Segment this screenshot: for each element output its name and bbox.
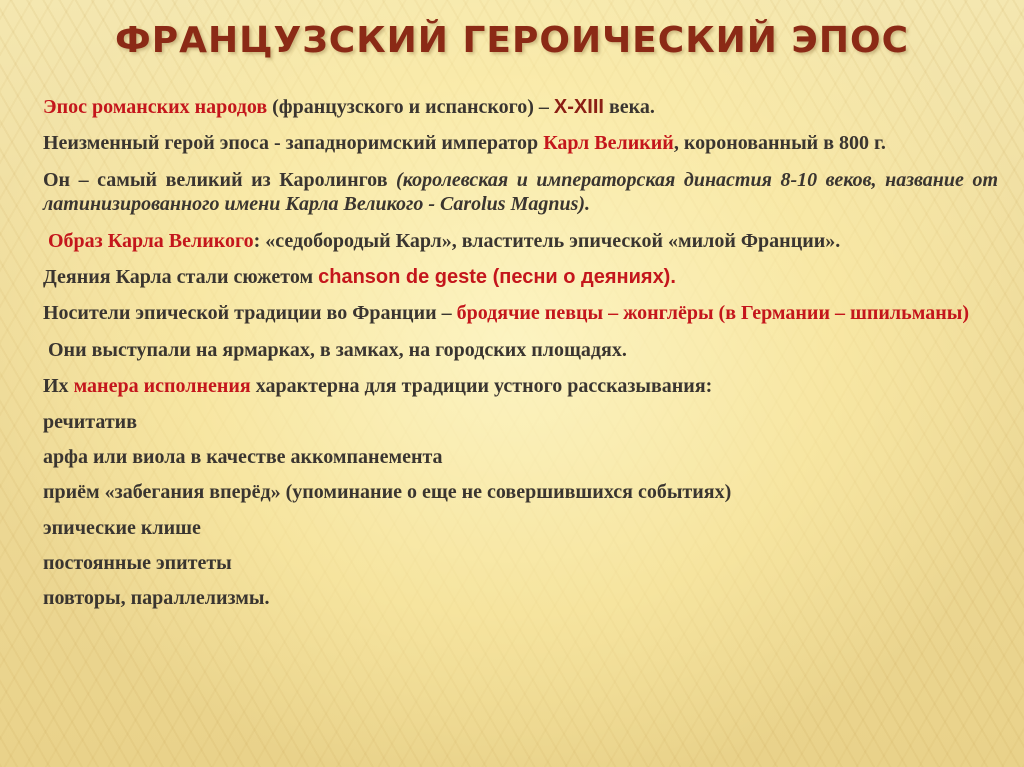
text: , коронованный в 800 г. [673,132,886,155]
paragraph-performances [43,338,998,362]
text: века. [603,96,655,118]
highlight-image-charles: Образ Карла Великого [48,229,254,252]
list-item: повторы, параллелизмы. [43,587,270,610]
highlight-centuries: X-XIII [553,96,604,118]
text: характерна для традиции устного рассказывания: [250,375,713,398]
text: Неизменный герой эпоса - западноримский император [43,132,544,155]
paragraph-hero [43,131,998,155]
paragraph-bearers [43,301,998,325]
paragraph-chanson-de-geste [43,265,998,289]
list-item: постоянные эпитеты [43,552,232,575]
text: Их [43,375,74,398]
italic-note-dynasty: (королевская и императорская династия 8-10 веков, название от латинизированного имени Карла Великого - Carolus Magnus). [43,168,998,216]
list-item: речитатив [43,410,138,433]
text: Деяния Карла стали сюжетом [43,265,319,288]
text: (французского и испанского) – [267,96,554,118]
text: Они выступали на ярмарках, в замках, на городских площадях. [48,338,627,361]
text: : «седобородый Карл», властитель эпической «милой Франции». [253,229,841,252]
text: Носители эпической традиции во Франции – [43,302,457,325]
paragraph-manner [43,374,998,398]
highlight-romance-peoples: Эпос романских народов [43,96,268,118]
slide-body [43,95,998,622]
highlight-charlemagne: Карл Великий [543,132,674,155]
highlight-chanson: chanson de geste (песни о деяниях). [318,265,676,288]
paragraph-carolingians [43,168,998,217]
highlight-jongleurs: бродячие певцы – жонглёры (в Германии – шпильманы) [456,302,969,325]
slide-title: ФРАНЦУЗСКИЙ ГЕРОИЧЕСКИЙ ЭПОС [115,20,909,61]
highlight-manner: манера исполнения [73,375,251,398]
text: Он – самый великий из Каролингов [43,168,397,191]
list-item: приём «забегания вперёд» (упоминание о еще не совершившихся событиях) [43,481,732,504]
list-item: арфа или виола в качестве аккомпанемента [43,445,443,468]
list-item: эпические клише [43,516,201,539]
paragraph-epic-peoples [43,95,998,119]
paragraph-image-of-charles [43,229,998,253]
